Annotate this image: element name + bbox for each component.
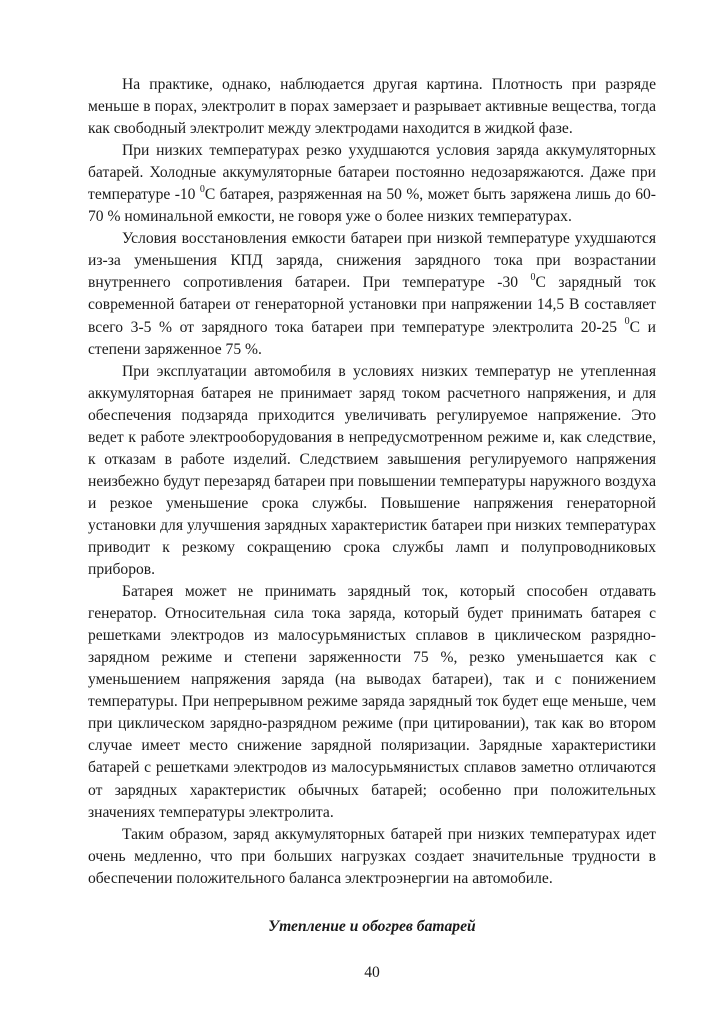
paragraph-4: При эксплуатации автомобиля в условиях низких температур не утепленная аккумуляторная батарея не принимает заряд током расчетного напряжения, и для обеспечения подзаряда приходится увеличивать регулируемое напряжение. Это ведет к работе электрооборудования в непредусмотренном режиме и, как следствие, к отказам в работе изделий. Следствием завышения регулируемого напряжения неизбежно будут перезаряд батареи при повышении температуры наружного воздуха и резкое уменьшение срока службы. Повышение напряжения генераторной установки для улучшения зарядных характеристик батареи при низких температурах приводит к резкому сокращению срока службы ламп и полупроводниковых приборов. (88, 362, 656, 579)
paragraph-1: На практике, однако, наблюдается другая картина. Плотность при разряде меньше в порах, электролит в порах замерзает и разрывает активные вещества, тогда как свободный электролит между электродами находится в жидкой фазе. (88, 76, 656, 138)
degree-superscript: 0 (199, 184, 205, 196)
paragraph-3-part-2: С зарядный ток современной батареи от генераторной установки при напряжении 14,5 В составляет всего 3-5 % от зарядного тока батареи при температуре электролита 20-25 (88, 274, 656, 336)
paragraph-2 (88, 140, 656, 228)
paragraph-3 (88, 228, 656, 360)
paragraph-3-part-3: С и степени заряженное 75 %. (88, 318, 656, 358)
degree-superscript: 0 (530, 272, 536, 284)
paragraph-6: Таким образом, заряд аккумуляторных батарей при низких температурах идет очень медленно, что при больших нагрузках создает значительные трудности в обеспечении положительного баланса электроэнергии на автомобиле. (88, 825, 656, 887)
paragraph-2-part-2: С батарея, разряженная на 50 %, может быть заряжена лишь до 60-70 % номинальной емкости, не говоря уже о более низких температурах. (88, 186, 656, 226)
paragraph-2-part-1: При низких температурах резко ухудшаются условия заряда аккумуляторных батарей. Холодные аккумуляторные батареи постоянно недозаряжаются. Даже при температуре -10 (88, 142, 656, 204)
page-number: 40 (364, 964, 380, 981)
paragraph-5: Батарея может не принимать зарядный ток, который способен отдавать генератор. Относительная сила тока заряда, который будет принимать батарея с решетками электродов из малосурьмянистых сплавов в циклическом разрядно-зарядном режиме и степени заряженности 75 %, резко уменьшается как с уменьшением напряжения заряда (на выводах батареи), так и с понижением температуры. При непрерывном режиме заряда зарядный ток будет еще меньше, чем при циклическом зарядно-разрядном режиме (при цитировании), так как во втором случае имеет место снижение зарядной поляризации. Зарядные характеристики батарей с решетками электродов из малосурьмянистых сплавов заметно отличаются от зарядных характеристик обычных батарей; особенно при положительных значениях температуры электролита. (88, 583, 656, 821)
section-heading: Утепление и обогрев батарей (268, 918, 476, 935)
degree-superscript: 0 (624, 316, 630, 328)
paragraph-3-part-1: Условия восстановления емкости батареи при низкой температуре ухудшаются из-за уменьшения КПД заряда, снижения зарядного тока при возрастании внутреннего сопротивления батареи. При температуре -30 (88, 230, 656, 292)
body-text (88, 74, 656, 890)
